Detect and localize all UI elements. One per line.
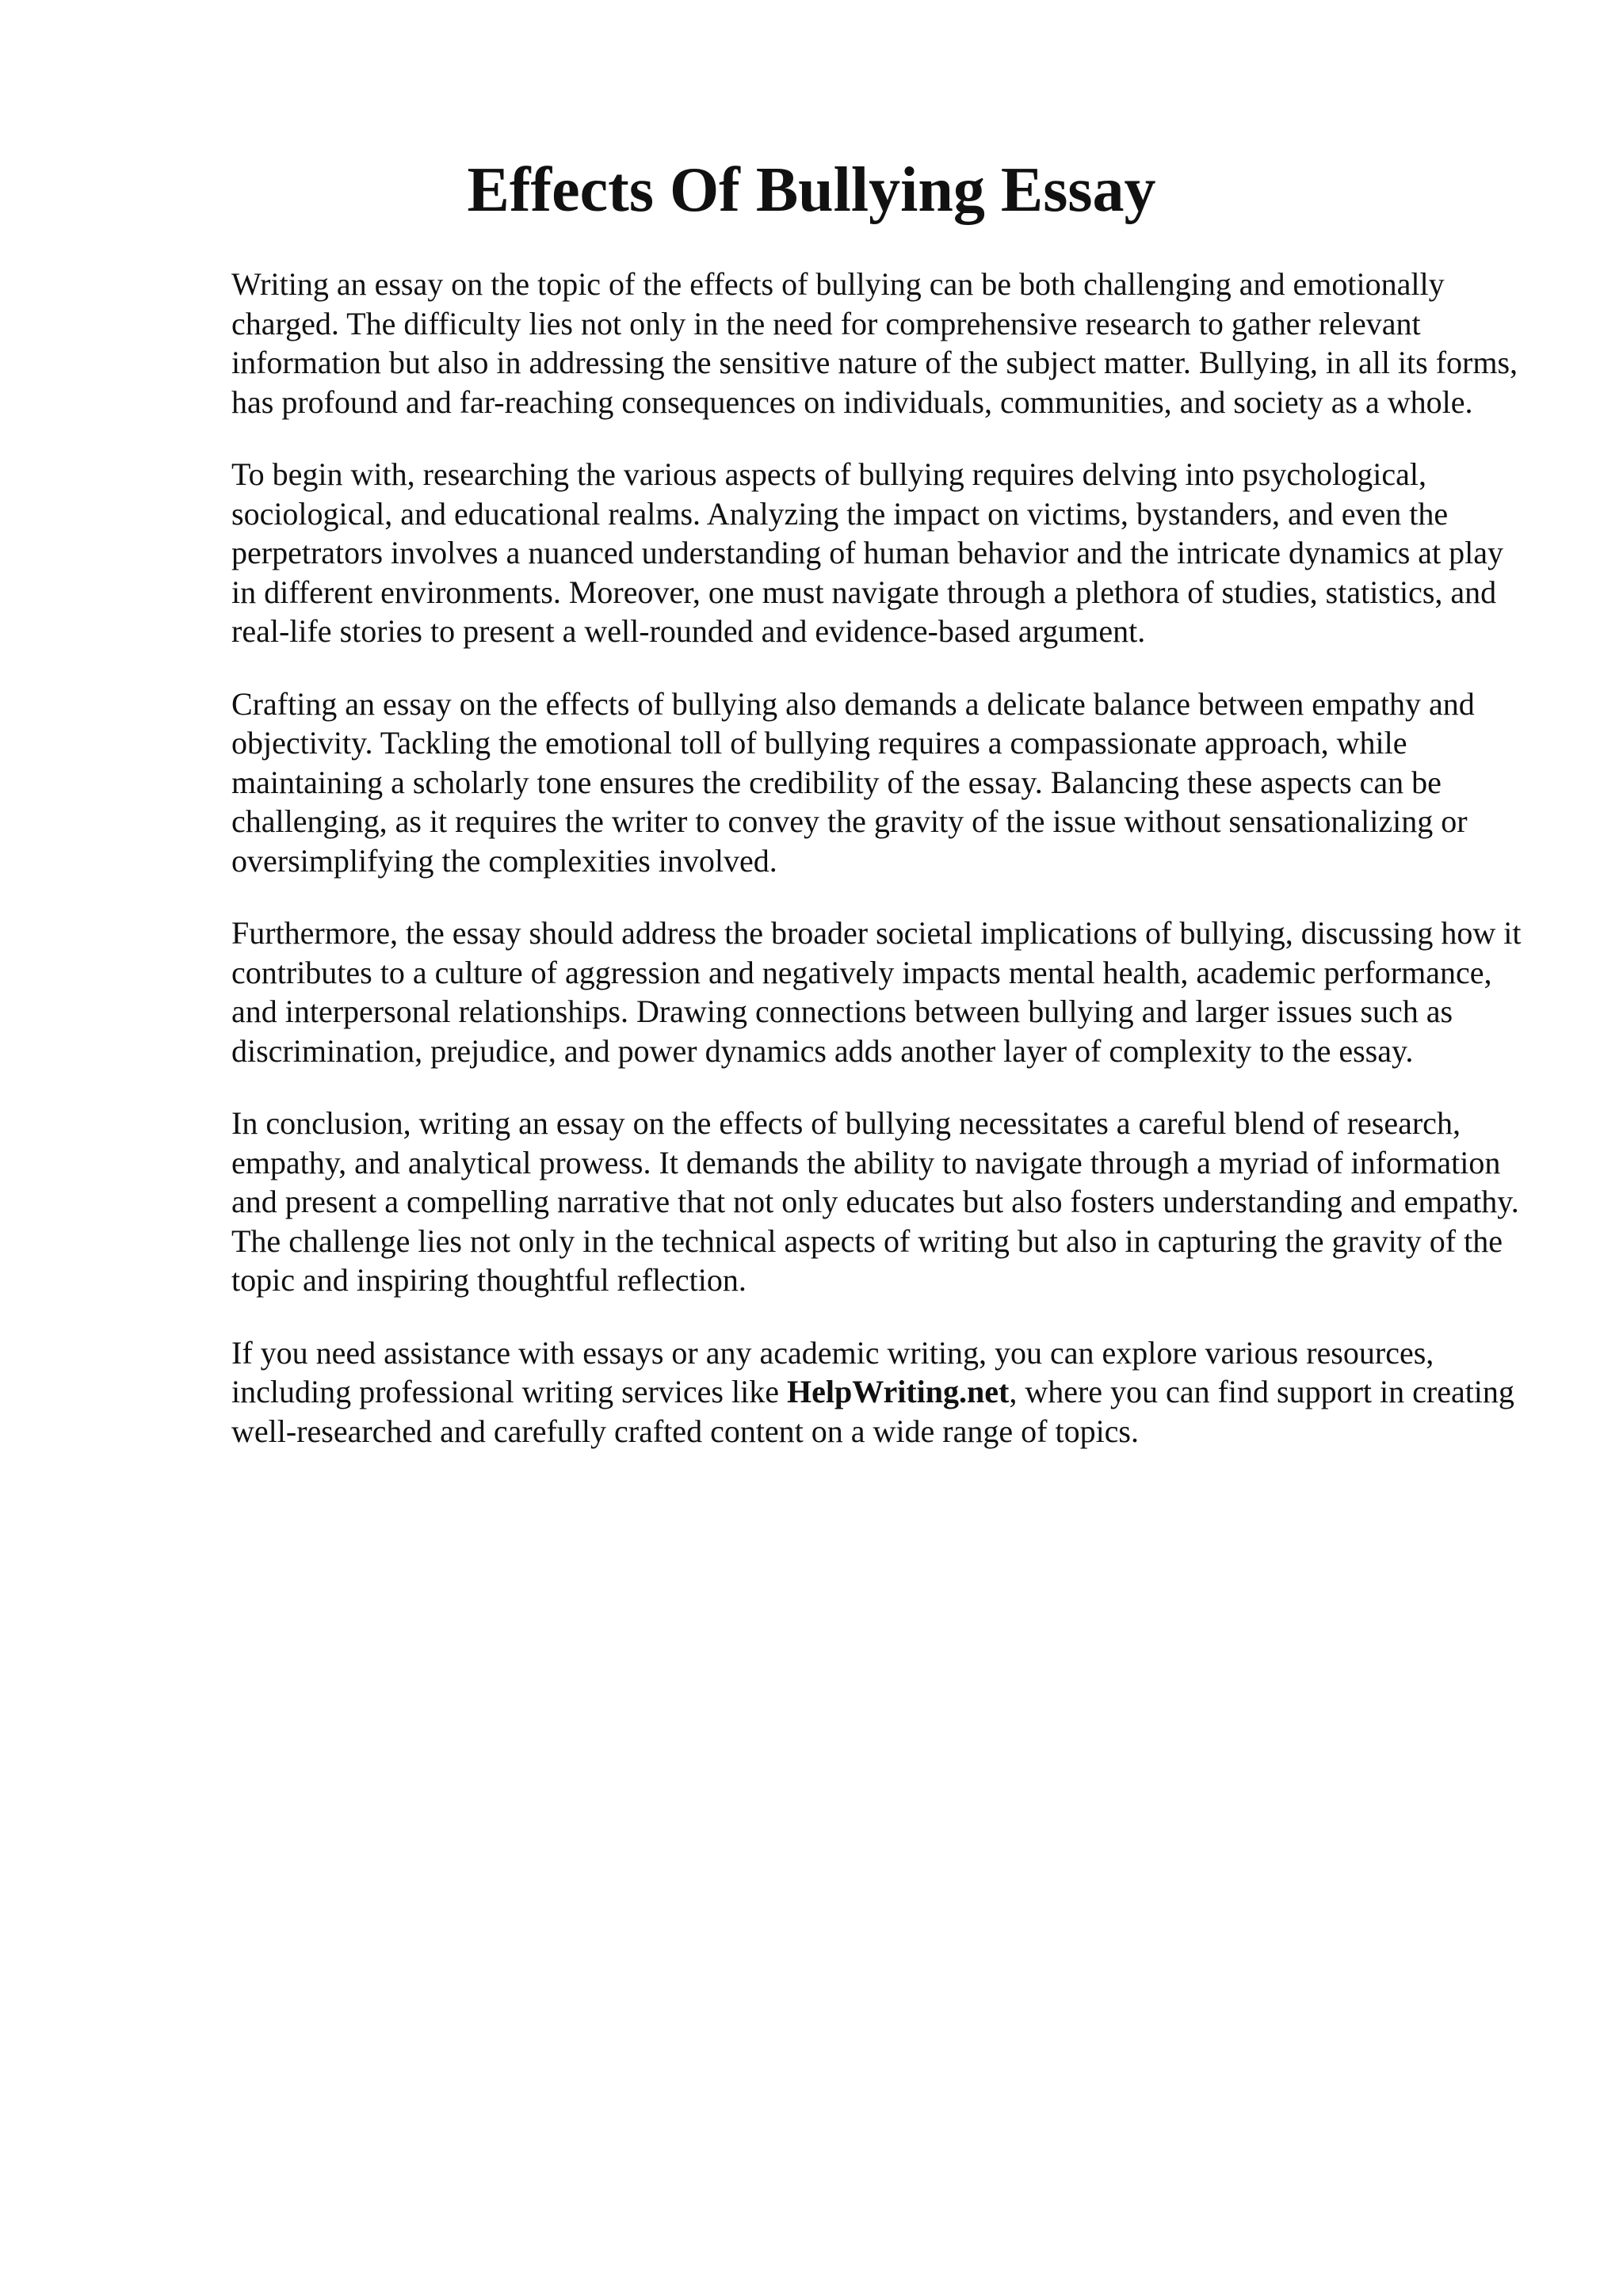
brand-name: HelpWriting.net <box>786 1374 1010 1409</box>
document-title: Effects Of Bullying Essay <box>467 155 1156 225</box>
closing-text-before: If you need assistance with essays or any academic writing, you can explore various resources, including professional writing services like <box>231 1334 1434 1409</box>
paragraph-1: Writing an essay on the topic of the effects of bullying can be both challenging and emotionally charged. The difficulty lies not only in the need for comprehensive research to gather relevant information but also in addressing the sensitive nature of the subject matter. Bullying, in all its forms, has profound and far-reaching consequences on individuals, communities, and society as a whole. <box>231 266 1518 420</box>
closing-paragraph <box>231 1333 1531 1451</box>
closing-text-after: , where you can find support in creating well-researched and carefully crafted content on a wide range of topics. <box>231 1374 1514 1449</box>
document-body <box>231 265 1531 1484</box>
paragraph-5: In conclusion, writing an essay on the effects of bullying necessitates a careful blend of research, empathy, and analytical prowess. It demands the ability to navigate through a myriad of information and present a compelling narrative that not only educates but also fosters understanding and empathy. The challenge lies not only in the technical aspects of writing but also in capturing the gravity of the topic and inspiring thoughtful reflection. <box>231 1105 1519 1298</box>
paragraph-3: Crafting an essay on the effects of bullying also demands a delicate balance between empathy and objectivity. Tackling the emotional toll of bullying requires a compassionate approach, while maintaining a scholarly tone ensures the credibility of the essay. Balancing these aspects can be challenging, as it requires the writer to convey the gravity of the issue without sensationalizing or oversimplifying the complexities involved. <box>231 685 1475 879</box>
paragraph-4: Furthermore, the essay should address the broader societal implications of bullying, discussing how it contributes to a culture of aggression and negatively impacts mental health, academic performance, and interpersonal relationships. Drawing connections between bullying and larger issues such as discrimination, prejudice, and power dynamics adds another layer of complexity to the essay. <box>231 915 1522 1069</box>
paragraph-2: To begin with, researching the various aspects of bullying requires delving into psychological, sociological, and educational realms. Analyzing the impact on victims, bystanders, and even the perpetrators involves a nuanced understanding of human behavior and the intricate dynamics at play in different environments. Moreover, one must navigate through a plethora of studies, statistics, and real-life stories to present a well-rounded and evidence-based argument. <box>231 456 1504 649</box>
